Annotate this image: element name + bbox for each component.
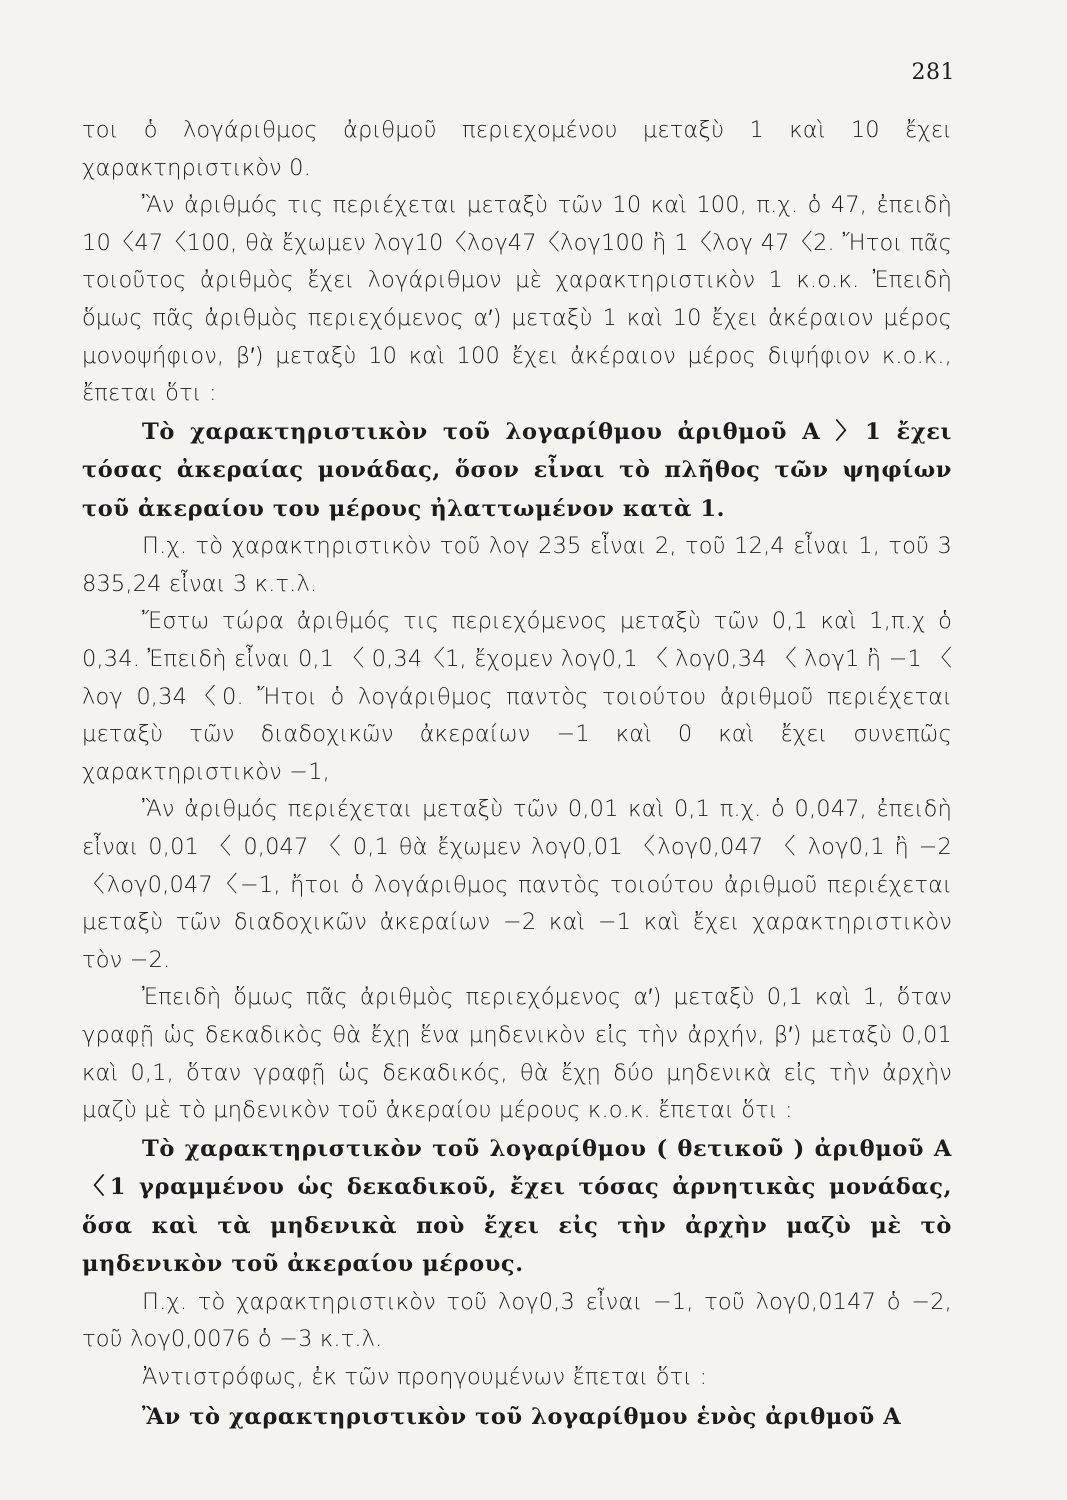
body-text — [82, 112, 952, 1436]
paragraph-continuation: τοι ὁ λογάριθμος ἀριθμοῦ περιεχομένου μεταξὺ 1 καὶ 10 ἔχει χαρακτηριστικὸν 0. — [82, 117, 952, 181]
rule-converse-start: Ἂν τὸ χαρακτηριστικὸν τοῦ λογαρίθμου ἑνὸς ἀριθμοῦ Α — [142, 1403, 902, 1430]
paragraph-between-0.01-and-0.1: Ἂν ἀριθμός περιέχεται μεταξὺ τῶν 0,01 καὶ 0,1 π.χ. ὁ 0,047, ἐπειδὴ εἶναι 0,01 〈 0,047 〈 0,1 θὰ ἔχωμεν λογ0,01 〈λογ0,047 〈 λογ0,1 ἢ −2〈λογ0,047〈−1, ἤτοι ὁ λογάριθμος παντὸς τοιούτου ἀριθμοῦ περιέχεται μεταξὺ τῶν διαδοχικῶν ἀκεραίων −2 καὶ −1 καὶ ἔχει χαρακτηριστικὸν τὸν −2. — [82, 796, 952, 973]
paragraph-between-0.1-and-1: Ἔστω τώρα ἀριθμός τις περιεχόμενος μεταξὺ τῶν 0,1 καὶ 1,π.χ ὁ 0,34. Ἐπειδὴ εἶναι 0,1 〈 0,34〈1, ἔχομεν λογ0,1 〈 λογ0,34 〈 λογ1 ἢ −1 〈 λογ 0,34〈0. Ἤτοι ὁ λογάριθμος παντὸς τοιούτου ἀριθμοῦ περιέχεται μεταξὺ τῶν διαδοχικῶν ἀκεραίων −1 καὶ 0 καὶ ἔχει συνεπῶς χαρακτηριστικὸν −1, — [82, 608, 952, 785]
paragraph-example-positive: Π.χ. τὸ χαρακτηριστικὸν τοῦ λογ 235 εἶναι 2, τοῦ 12,4 εἶναι 1, τοῦ 3 835,24 εἶναι 3 κ.τ.λ. — [82, 533, 952, 597]
paragraph-conversely: Ἀντιστρόφως, ἐκ τῶν προηγουμένων ἔπεται ὅτι : — [142, 1363, 708, 1390]
paragraph-example-negative: Π.χ. τὸ χαρακτηριστικὸν τοῦ λογ0,3 εἶναι −1, τοῦ λογ0,0147 ὁ −2, τοῦ λογ0,0076 ὁ −3 κ.τ.λ. — [82, 1288, 952, 1353]
page-number: 281 — [911, 60, 955, 85]
paragraph-decimal-zeros: Ἐπειδὴ ὅμως πᾶς ἀριθμὸς περιεχόμενος α′) μεταξὺ 0,1 καὶ 1, ὅταν γραφῇ ὡς δεκαδικὸς θὰ ἔχῃ ἕνα μηδενικὸν εἰς τὴν ἀρχήν, β′) μεταξὺ 0,01 καὶ 0,1, ὅταν γραφῇ ὡς δεκαδικός, θὰ ἔχῃ δύο μηδενικὰ εἰς τὴν ἀρχὴν μαζὺ μὲ τὸ μηδενικὸν τοῦ ἀκεραίου μέρους κ.ο.κ. ἔπεται ὅτι : — [82, 984, 952, 1124]
rule-positive-characteristic: Τὸ χαρακτηριστικὸν τοῦ λογαρίθμου ἀριθμοῦ Α 〉1 ἔχει τόσας ἀκεραίας μονάδας, ὅσον εἶναι τὸ πλῆθος τῶν ψηφίων τοῦ ἀκεραίου του μέρους ἠλαττωμένον κατὰ 1. — [82, 418, 952, 522]
rule-negative-characteristic: Τὸ χαρακτηριστικὸν τοῦ λογαρίθμου ( θετικοῦ ) ἀριθμοῦ Α〈1 γραμμένου ὡς δεκαδικοῦ, ἔχει τόσας ἀρνητικὰς μονάδας, ὅσα καὶ τὰ μηδενικὰ ποὺ ἔχει εἰς τὴν ἀρχὴν μαζὺ μὲ τὸ μηδενικὸν τοῦ ἀκεραίου μέρους. — [82, 1135, 952, 1278]
paragraph-characteristic-positive: Ἂν ἀριθμός τις περιέχεται μεταξὺ τῶν 10 καὶ 100, π.χ. ὁ 47, ἐπειδὴ 10〈47〈100, θὰ ἔχωμεν λογ10〈λογ47〈λογ100 ἢ 1〈λογ 47〈2. Ἤτοι πᾶς τοιοῦτος ἀριθμὸς ἔχει λογάριθμον μὲ χαρακτηριστικὸν 1 κ.ο.κ. Ἐπειδὴ ὅμως πᾶς ἀριθμὸς περιεχόμενος α′) μεταξὺ 1 καὶ 10 ἔχει ἀκέραιον μέρος μονοψήφιον, β′) μεταξὺ 10 καὶ 100 ἔχει ἀκέραιον μέρος διψήφιον κ.ο.κ., ἔπεται ὅτι : — [82, 192, 952, 407]
